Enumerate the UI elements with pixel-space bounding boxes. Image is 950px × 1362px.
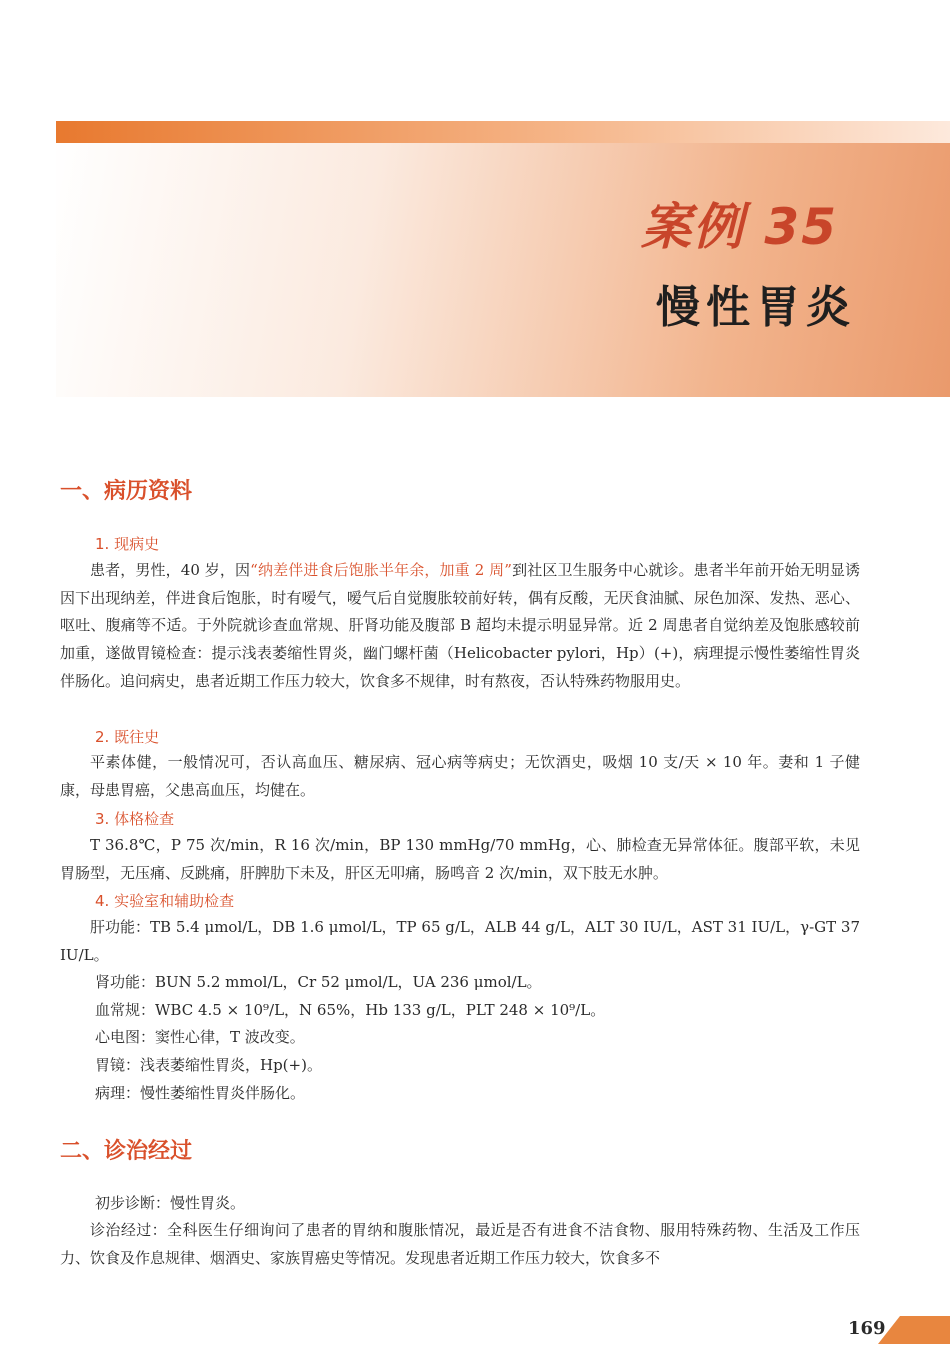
liver-function-paragraph: 肝功能：TB 5.4 μmol/L，DB 1.6 μmol/L，TP 65 g/L，ALB 44 g/L，ALT 30 IU/L，AST 31 IU/L，γ-GT 37 IU/L。 xyxy=(60,918,860,964)
kidney-function-line: 肾功能：BUN 5.2 mmol/L，Cr 52 μmol/L，UA 236 μmol/L。 xyxy=(95,973,542,991)
subheading-physical-exam: 3. 体格检查 xyxy=(95,810,175,828)
physical-exam-paragraph: T 36.8℃，P 75 次/min，R 16 次/min，BP 130 mmHg/70 mmHg，心、肺检查无异常体征。腹部平软，未见胃肠型，无压痛、反跳痛，肝脾肋下未及，肝区无叩痛，肠鸣音 2 次/min，双下肢无水肿。 xyxy=(60,836,860,882)
pathology-line: 病理：慢性萎缩性胃炎伴肠化。 xyxy=(95,1084,306,1102)
subheading-present-illness: 1. 现病史 xyxy=(95,535,160,553)
present-illness-lead: 患者，男性，40 岁，因 xyxy=(90,561,251,579)
banner-stripe xyxy=(56,121,950,143)
present-illness-body: 到社区卫生服务中心就诊。患者半年前开始无明显诱因下出现纳差，伴进食后饱胀，时有嗳气，嗳气后自觉腹胀较前好转，偶有反酸，无厌食油腻、尿色加深、发热、恶心、呕吐、腹痛等不适。于外院就诊查血常规、肝肾功能及腹部 B 超均未提示明显异常。近 2 周患者自觉纳差及饱胀感较前加重，遂做胃镜检查：提示浅表萎缩性胃炎，幽门螺杆菌（Helicobacter pylori，Hp）(+)，病理提示慢性萎缩性胃炎伴肠化。追问病史，患者近期工作压力较大，饮食多不规律，时有熬夜，否认特殊药物服用史。 xyxy=(60,561,860,690)
diagnosis-line: 初步诊断：慢性胃炎。 xyxy=(95,1194,246,1212)
blood-routine-line: 血常规：WBC 4.5 × 10⁹/L，N 65%，Hb 133 g/L，PLT 248 × 10⁹/L。 xyxy=(95,1001,606,1019)
section-heading-treatment: 二、诊治经过 xyxy=(60,1138,193,1164)
case-number: 案例 35 xyxy=(641,198,838,256)
page-number: 169 xyxy=(848,1318,886,1339)
present-illness-paragraph xyxy=(60,557,860,696)
section-heading-history: 一、病历资料 xyxy=(60,478,193,504)
page-tab-decoration xyxy=(878,1316,950,1344)
chapter-banner xyxy=(56,121,950,397)
past-history-paragraph: 平素体健，一般情况可，否认高血压、糖尿病、冠心病等病史；无饮酒史，吸烟 10 支/天 × 10 年。妻和 1 子健康，母患胃癌，父患高血压，均健在。 xyxy=(60,753,860,799)
treatment-process-paragraph: 诊治经过：全科医生仔细询问了患者的胃纳和腹胀情况，最近是否有进食不洁食物、服用特殊药物、生活及工作压力、饮食及作息规律、烟酒史、家族胃癌史等情况。发现患者近期工作压力较大，饮食多不 xyxy=(60,1221,860,1267)
subheading-lab-tests: 4. 实验室和辅助检查 xyxy=(95,892,235,910)
case-title: 慢性胃炎 xyxy=(656,282,856,333)
gastroscopy-line: 胃镜：浅表萎缩性胃炎，Hp(+)。 xyxy=(95,1056,322,1074)
ecg-line: 心电图：窦性心律，T 波改变。 xyxy=(95,1028,305,1046)
subheading-past-history: 2. 既往史 xyxy=(95,728,160,746)
chief-complaint: “纳差伴进食后饱胀半年余，加重 2 周” xyxy=(250,561,512,579)
